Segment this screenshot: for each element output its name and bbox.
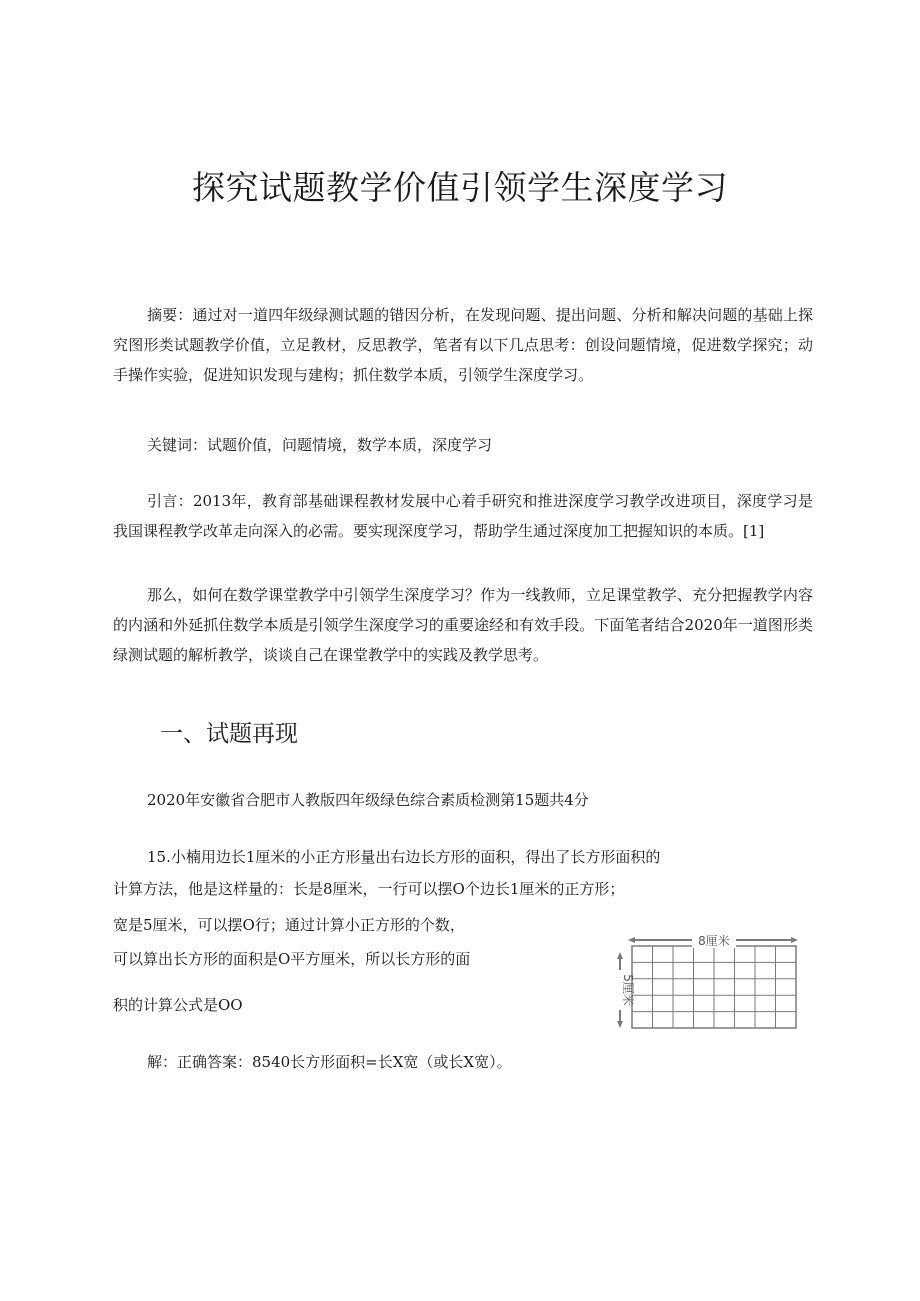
rectangle-grid-figure [610,930,802,1032]
abstract-paragraph: 摘要：通过对一道四年级绿测试题的错因分析，在发现问题、提出问题、分析和解决问题的基础上探究图形类试题教学价值，立足教材，反思教学，笔者有以下几点思考：创设问题情境，促进数学探究；动手操作实验，促进知识发现与建构；抓住数学本质，引领学生深度学习。 [113,306,813,384]
exam-source-line: 2020年安徽省合肥市人教版四年级绿色综合素质检测第15题共4分 [147,791,589,809]
grid-lines [632,946,796,1028]
question-line-3: 宽是5厘米，可以摆O行；通过计算小正方形的个数， [113,916,465,934]
section-heading-1: 一、试题再现 [160,721,298,747]
width-label: 5厘米 [621,974,635,1006]
width-arrow-bottom [617,1021,623,1028]
intro-paragraph: 引言：2013年，教育部基础课程教材发展中心着手研究和推进深度学习教学改进项目，深度学习是我国课程教学改革走向深入的必需。要实现深度学习，帮助学生通过深度加工把握知识的本质。[1] [113,492,813,540]
body-paragraph: 那么，如何在数学课堂教学中引领学生深度学习？作为一线教师，立足课堂教学、充分把握教学内容的内涵和外延抓住数学本质是引领学生深度学习的重要途经和有效手段。下面笔者结合2020年一道图形类绿测试题的解析教学，谈谈自己在课堂教学中的实践及教学思考。 [113,586,813,664]
answer-line: 解：正确答案：8540长方形面积=长X宽（或长X宽）。 [147,1053,512,1071]
length-label: 8厘米 [698,934,730,948]
grid-diagram [610,930,802,1032]
question-line-5: 积的计算公式是OO [113,996,243,1014]
document-title: 探究试题教学价值引领学生深度学习 [192,168,728,207]
length-arrow-right [791,937,798,943]
keywords-paragraph: 关键词：试题价值，问题情境，数学本质，深度学习 [147,436,493,454]
question-line-2: 计算方法，他是这样量的：长是8厘米，一行可以摆O个边长1厘米的正方形； [113,880,625,898]
question-line-1: 15.小楠用边长1厘米的小正方形量出右边长方形的面积，得出了长方形面积的 [147,848,661,866]
question-line-4: 可以算出长方形的面积是O平方厘米，所以长方形的面 [113,950,471,968]
width-arrow-top [617,952,623,959]
length-arrow-left [628,937,635,943]
